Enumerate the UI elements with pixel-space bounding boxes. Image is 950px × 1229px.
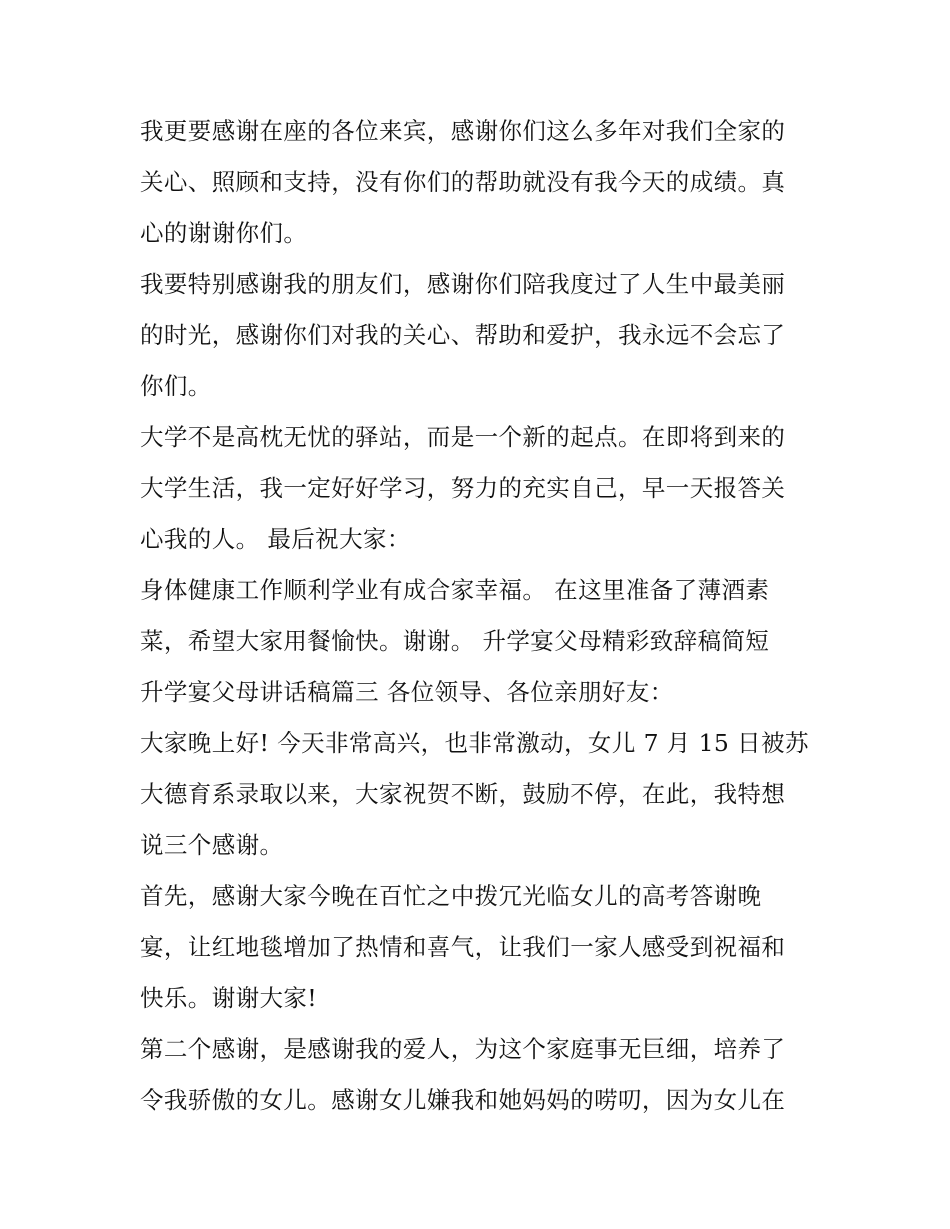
text-line: 大家晚上好! 今天非常高兴，也非常激动，女儿 7 月 15 日被苏 <box>140 729 809 757</box>
text-line: 我要特别感谢我的朋友们，感谢你们陪我度过了人生中最美丽 <box>140 270 786 298</box>
text-line: 说三个感谢。 <box>140 831 284 859</box>
text-line: 心我的人。 最后祝大家： <box>140 525 411 553</box>
text-line: 身体健康工作顺利学业有成合家幸福。 在这里准备了薄酒素 <box>140 576 770 604</box>
text-line: 大德育系录取以来，大家祝贺不断，鼓励不停，在此，我特想 <box>140 780 786 808</box>
text-line: 第二个感谢，是感谢我的爱人，为这个家庭事无巨细，培养了 <box>140 1035 786 1063</box>
text-line: 关心、照顾和支持，没有你们的帮助就没有我今天的成绩。真 <box>140 168 786 196</box>
text-line: 大学生活，我一定好好学习，努力的充实自己，早一天报答关 <box>140 474 786 502</box>
text-line: 升学宴父母讲话稿篇三 各位领导、各位亲朋好友： <box>140 678 674 706</box>
text-line: 首先，感谢大家今晚在百忙之中拨冗光临女儿的高考答谢晚 <box>140 882 762 910</box>
text-line: 大学不是高枕无忧的驿站，而是一个新的起点。在即将到来的 <box>140 423 786 451</box>
text-line: 的时光，感谢你们对我的关心、帮助和爱护，我永远不会忘了 <box>140 321 786 349</box>
text-line: 令我骄傲的女儿。感谢女儿嫌我和她妈妈的唠叨，因为女儿在 <box>140 1086 786 1114</box>
text-line: 你们。 <box>140 372 212 400</box>
text-line: 我更要感谢在座的各位来宾，感谢你们这么多年对我们全家的 <box>140 117 786 145</box>
text-line: 心的谢谢你们。 <box>140 219 308 247</box>
text-line: 菜，希望大家用餐愉快。谢谢。 升学宴父母精彩致辞稿简短 <box>140 627 770 655</box>
document-body <box>140 106 812 1126</box>
text-line: 快乐。谢谢大家! <box>140 984 318 1012</box>
text-line: 宴，让红地毯增加了热情和喜气，让我们一家人感受到祝福和 <box>140 933 786 961</box>
